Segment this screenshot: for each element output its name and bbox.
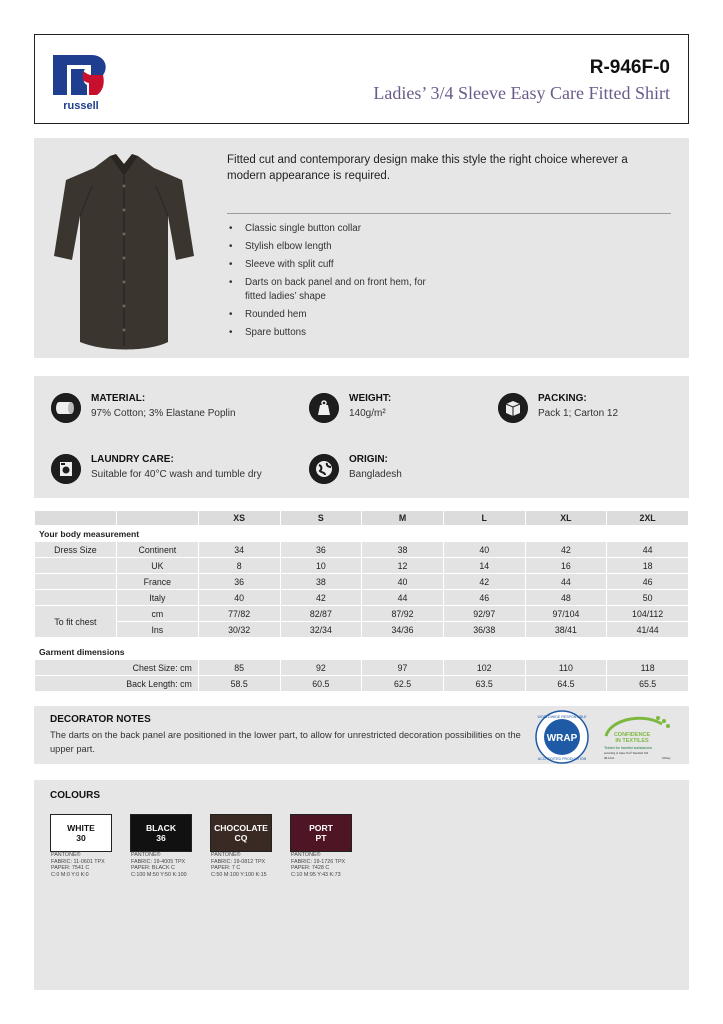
packing-value: Pack 1; Carton 12 <box>538 408 619 419</box>
feature-list <box>227 222 667 344</box>
specs-panel <box>34 376 689 498</box>
decorator-heading: DECORATOR NOTES <box>50 714 151 725</box>
divider <box>227 213 671 214</box>
dress-size-label: Dress Size <box>35 542 117 558</box>
header <box>34 34 689 124</box>
globe-icon <box>309 454 339 484</box>
swatch-chocolate: CHOCOLATE CQ <box>210 814 272 852</box>
shirt-image <box>52 146 197 351</box>
weight-value: 140g/m² <box>349 408 386 419</box>
table-row: To fit chest cm 77/82 82/87 87/92 92/97 97/104 104/112 <box>35 606 689 622</box>
material-label: MATERIAL: <box>91 393 146 404</box>
swatch-info: PANTONE® FABRIC: 19-4005 TPX PAPER: BLACK C C:100 M:50 Y:50 K:100 <box>131 852 187 878</box>
oeko-tex-badge-icon <box>602 714 678 762</box>
table-row: France 36 38 40 42 44 46 <box>35 574 689 590</box>
svg-text:WORLDWIDE RESPONSIBLE: WORLDWIDE RESPONSIBLE <box>537 715 587 719</box>
laundry-value: Suitable for 40°C wash and tumble dry <box>91 469 262 480</box>
brand-wordmark: russell <box>63 100 99 111</box>
colours-panel <box>34 780 689 990</box>
origin-label: ORIGIN: <box>349 454 388 465</box>
decorator-text: The darts on the back panel are positioned in the lower part, to allow for unrestricted decoration possibilities on the upper part. <box>50 730 521 754</box>
size-col: L <box>443 511 525 526</box>
swatch-white: WHITE 30 <box>50 814 112 852</box>
swatch-info: PANTONE® FABRIC: 19-1726 TPX PAPER: 7428 C C:10 M:95 Y:43 K:73 <box>291 852 346 878</box>
weight-label: WEIGHT: <box>349 393 392 404</box>
material-value: 97% Cotton; 3% Elastane Poplin <box>91 408 236 419</box>
product-title: Ladies’ 3/4 Sleeve Easy Care Fitted Shirt <box>373 83 670 103</box>
swatch-info: PANTONE® FABRIC: 11-0601 TPX PAPER: 7541 C C:0 M:0 Y:0 K:0 <box>51 852 105 878</box>
washing-machine-icon <box>51 454 81 484</box>
feature-item: • Sleeve with split cuff <box>229 259 334 270</box>
size-col: XS <box>198 511 280 526</box>
svg-text:IN TEXTILES: IN TEXTILES <box>615 738 649 744</box>
decorator-notes-panel <box>34 706 689 764</box>
origin-value: Bangladesh <box>349 469 402 480</box>
swatch-black: BLACK 36 <box>130 814 192 852</box>
size-col: M <box>362 511 444 526</box>
feature-item: • Rounded hem <box>229 309 307 320</box>
table-row: Back Length: cm 58.5 60.5 62.5 63.5 64.5 65.5 <box>35 676 689 692</box>
size-col: XL <box>525 511 607 526</box>
svg-text:CONFIDENCE: CONFIDENCE <box>613 732 651 738</box>
box-icon <box>498 393 528 423</box>
wrap-badge-icon <box>535 710 589 764</box>
svg-text:08-1441: 08-1441 <box>604 756 615 760</box>
svg-text:WRAP: WRAP <box>546 733 578 744</box>
svg-text:Shirley: Shirley <box>662 756 671 760</box>
svg-text:ACCREDITED PRODUCTION: ACCREDITED PRODUCTION <box>537 757 587 761</box>
svg-text:according to Oeko-Tex® Standar: according to Oeko-Tex® Standard 100 <box>604 752 649 755</box>
feature-item: • Darts on back panel and on front hem, for fitted ladies’ shape <box>229 277 426 302</box>
swatch-port: PORT PT <box>290 814 352 852</box>
feature-item: • Classic single button collar <box>229 223 361 234</box>
product-code: R-946F-0 <box>589 57 670 78</box>
russell-logo <box>51 53 111 111</box>
svg-text:Tested for harmful substances: Tested for harmful substances <box>604 746 652 750</box>
colours-heading: COLOURS <box>50 790 100 801</box>
table-row: Dress Size Continent 34 36 38 40 42 44 <box>35 542 689 558</box>
size-col: 2XL <box>607 511 689 526</box>
table-row: Ins 30/32 32/34 34/36 36/38 38/41 41/44 <box>35 622 689 638</box>
intro-panel <box>34 138 689 358</box>
fabric-roll-icon <box>51 393 81 423</box>
size-chart <box>34 510 689 692</box>
feature-item: • Spare buttons <box>229 327 307 338</box>
feature-item: • Stylish elbow length <box>229 241 332 252</box>
garment-heading: Garment dimensions <box>35 644 689 660</box>
weight-icon <box>309 393 339 423</box>
to-fit-chest-label: To fit chest <box>35 606 117 638</box>
size-header-row <box>35 511 689 526</box>
swatch-info: PANTONE® FABRIC: 19-0812 TPX PAPER: 7 C C:50 M:100 Y:100 K:15 <box>211 852 267 878</box>
table-row: UK 8 10 12 14 16 18 <box>35 558 689 574</box>
packing-label: PACKING: <box>538 393 587 404</box>
laundry-label: LAUNDRY CARE: <box>91 454 174 465</box>
size-col: S <box>280 511 362 526</box>
intro-description: Fitted cut and contemporary design make this style the right choice wherever a modern appearance is required. <box>227 154 628 182</box>
table-row: Chest Size: cm 85 92 97 102 110 118 <box>35 660 689 676</box>
body-heading: Your body measurement <box>35 526 689 542</box>
table-row: Italy 40 42 44 46 48 50 <box>35 590 689 606</box>
